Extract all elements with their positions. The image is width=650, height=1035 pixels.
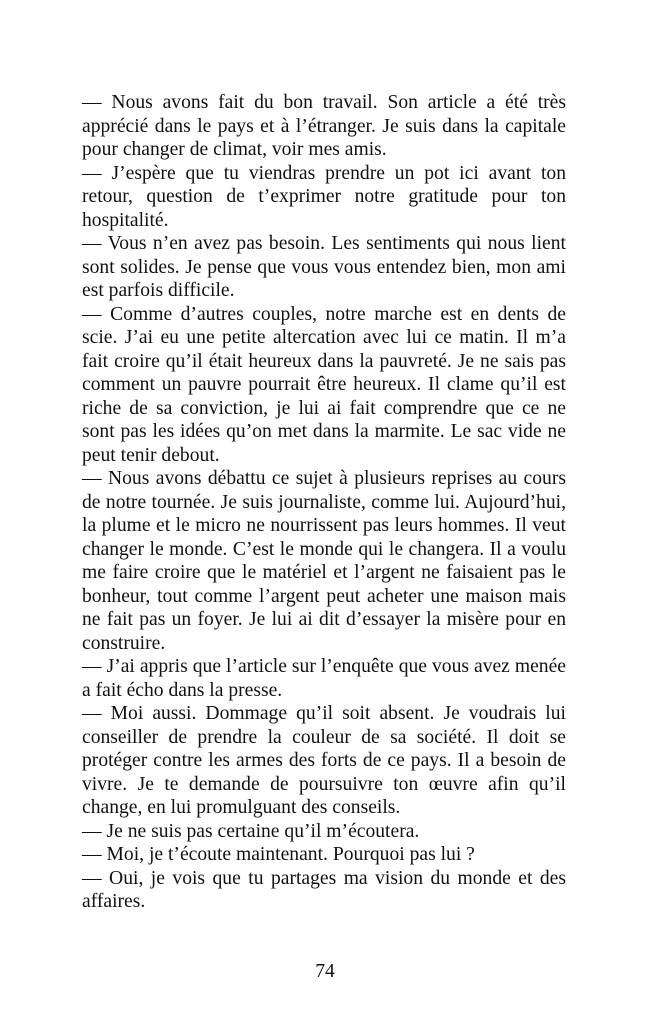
dialogue-paragraph: — Vous n’en avez pas besoin. Les sentiments qui nous lient sont solides. Je pense que vous vous entendez bien, mon ami est parfois difficile.	[82, 233, 566, 301]
dialogue-paragraph: — Nous avons débattu ce sujet à plusieurs reprises au cours de notre tournée. Je suis journaliste, comme lui. Aujourd’hui, la plume et le micro ne nourrissent pas leurs hommes. Il veut changer le monde. C’est le monde qui le changera. Il a voulu me faire croire que le matériel et l’argent ne faisaient pas le bonheur, tout comme l’argent peut acheter une maison mais ne fait pas un foyer. Je lui ai dit d’essayer la misère pour en construire.	[82, 468, 566, 654]
dialogue-paragraph: — Je ne suis pas certaine qu’il m’écoutera.	[82, 820, 420, 842]
dialogue-paragraph: — Moi aussi. Dommage qu’il soit absent. Je voudrais lui conseiller de prendre la couleur de sa société. Il doit se protéger contre les armes des forts de ce pays. Il a besoin de vivre. Je te demande de poursuivre ton œuvre afin qu’il change, en lui promulguant des conseils.	[82, 703, 566, 818]
dialogue-paragraph: — J’espère que tu viendras prendre un pot ici avant ton retour, question de t’exprimer notre gratitude pour ton hospitalité.	[82, 162, 566, 231]
page-number: 74	[315, 961, 335, 982]
dialogue-paragraph: — Comme d’autres couples, notre marche est en dents de scie. J’ai eu une petite altercation avec lui ce matin. Il m’a fait croire qu’il était heureux dans la pauvreté. Je ne sais pas comment un pauvre pourrait être heureux. Il clame qu’il est riche de sa conviction, je lui ai fait comprendre que ce ne sont pas les idées qu’on met dans la marmite. Le sac vide ne peut tenir debout.	[82, 303, 566, 466]
dialogue-paragraph: — Nous avons fait du bon travail. Son article a été très apprécié dans le pays et à l’étranger. Je suis dans la capitale pour changer de climat, voir mes amis.	[82, 92, 566, 160]
dialogue-paragraph: — Oui, je vois que tu partages ma vision du monde et des affaires.	[82, 867, 566, 912]
dialogue-paragraph: — J’ai appris que l’article sur l’enquête que vous avez menée a fait écho dans la presse.	[82, 656, 566, 701]
body-text	[82, 91, 566, 914]
dialogue-paragraph: — Moi, je t’écoute maintenant. Pourquoi pas lui ?	[82, 844, 475, 865]
